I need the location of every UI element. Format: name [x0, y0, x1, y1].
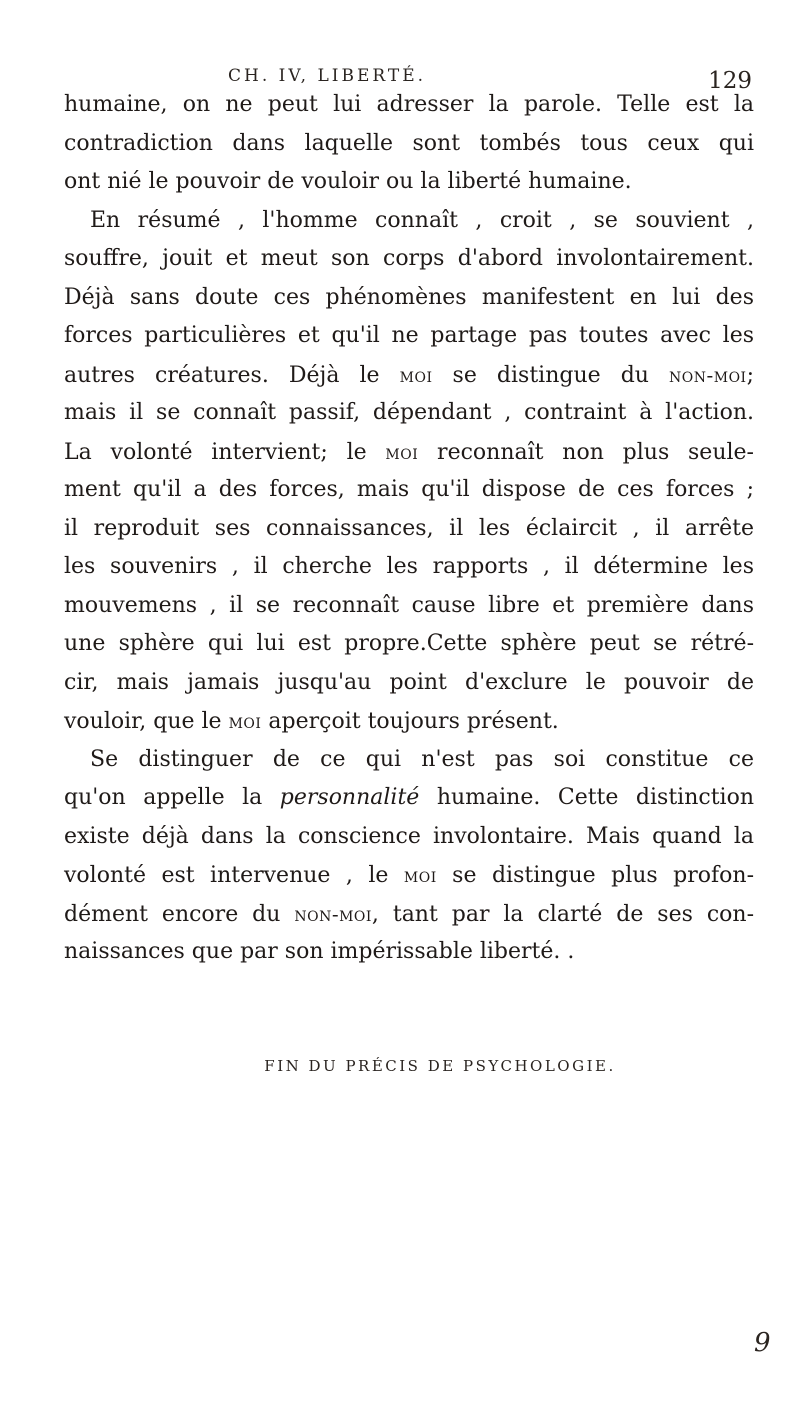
text-line: souffre, jouit et meut son corps d'abord involontairement.	[64, 246, 754, 271]
text-line: les souvenirs , il cherche les rapports , il détermine les	[64, 554, 754, 579]
small-caps-term: moi	[228, 709, 262, 733]
text-segment: vouloir, que le	[64, 709, 229, 734]
text-line: Déjà sans doute ces phénomènes manifestent en lui des	[64, 284, 754, 310]
text-line: ont nié le pouvoir de vouloir ou la liberté humaine.	[64, 169, 632, 194]
text-line: existe déjà dans la conscience involontaire. Mais quand la	[64, 823, 754, 849]
text-segment: dément encore du	[64, 901, 295, 927]
signature-mark: 9	[754, 1328, 771, 1358]
page-number: 129	[708, 68, 752, 94]
text-line: une sphère qui lui est propre.Cette sphère peut se rétré-	[64, 631, 754, 656]
text-line: naissances que par son impérissable liberté. .	[64, 939, 575, 964]
text-segment: autres créatures. Déjà le	[64, 362, 400, 388]
text-line: Se distinguer de ce qui n'est pas soi constitue ce	[90, 746, 754, 772]
italic-term: personnalité	[279, 785, 420, 810]
text-segment: qu'on appelle la	[64, 785, 280, 810]
text-segment: La volonté intervient; le	[64, 439, 386, 465]
text-segment: aperçoit toujours présent.	[261, 709, 559, 734]
text-line: il reproduit ses connaissances, il les éclaircit , il arrête	[64, 515, 754, 541]
text-line	[64, 433, 754, 472]
running-title: CH. IV, LIBERTÉ.	[228, 66, 427, 86]
text-line: forces particulières et qu'il ne partage pas toutes avec les	[64, 323, 754, 348]
text-segment: humaine. Cette distinction	[419, 785, 754, 810]
small-caps-term: moi	[385, 439, 419, 464]
text-segment: ;	[746, 362, 754, 388]
text-line: En résumé , l'homme connaît , croit , se souvient ,	[90, 207, 754, 233]
text-line	[64, 356, 754, 395]
text-line: humaine, on ne peut lui adresser la parole. Telle est la	[64, 92, 754, 117]
text-line	[64, 779, 754, 818]
text-segment: se distingue plus profon-	[436, 863, 755, 888]
text-line	[64, 702, 754, 741]
text-segment: reconnaît non plus seule-	[418, 439, 754, 465]
text-segment: , tant par la clarté de ses con-	[371, 901, 754, 927]
text-line	[64, 895, 754, 934]
small-caps-term: moi	[399, 362, 433, 387]
small-caps-term: moi	[403, 863, 437, 887]
text-line: mais il se connaît passif, dépendant , contraint à l'action.	[64, 400, 754, 425]
text-line: ment qu'il a des forces, mais qu'il dispose de ces forces ;	[64, 477, 754, 502]
colophon: FIN DU PRÉCIS DE PSYCHOLOGIE.	[264, 1057, 616, 1075]
body-text	[64, 86, 754, 972]
small-caps-term: non-moi	[294, 901, 372, 926]
text-line: contradiction dans laquelle sont tombés tous ceux qui	[64, 130, 754, 156]
text-segment: volonté est intervenue , le	[64, 863, 404, 888]
text-line	[64, 856, 754, 895]
small-caps-term: non-moi	[669, 362, 747, 387]
text-line: mouvemens , il se reconnaît cause libre et première dans	[64, 592, 754, 618]
text-segment: se distingue du	[432, 362, 669, 388]
text-line: cir, mais jamais jusqu'au point d'exclure le pouvoir de	[64, 669, 754, 695]
